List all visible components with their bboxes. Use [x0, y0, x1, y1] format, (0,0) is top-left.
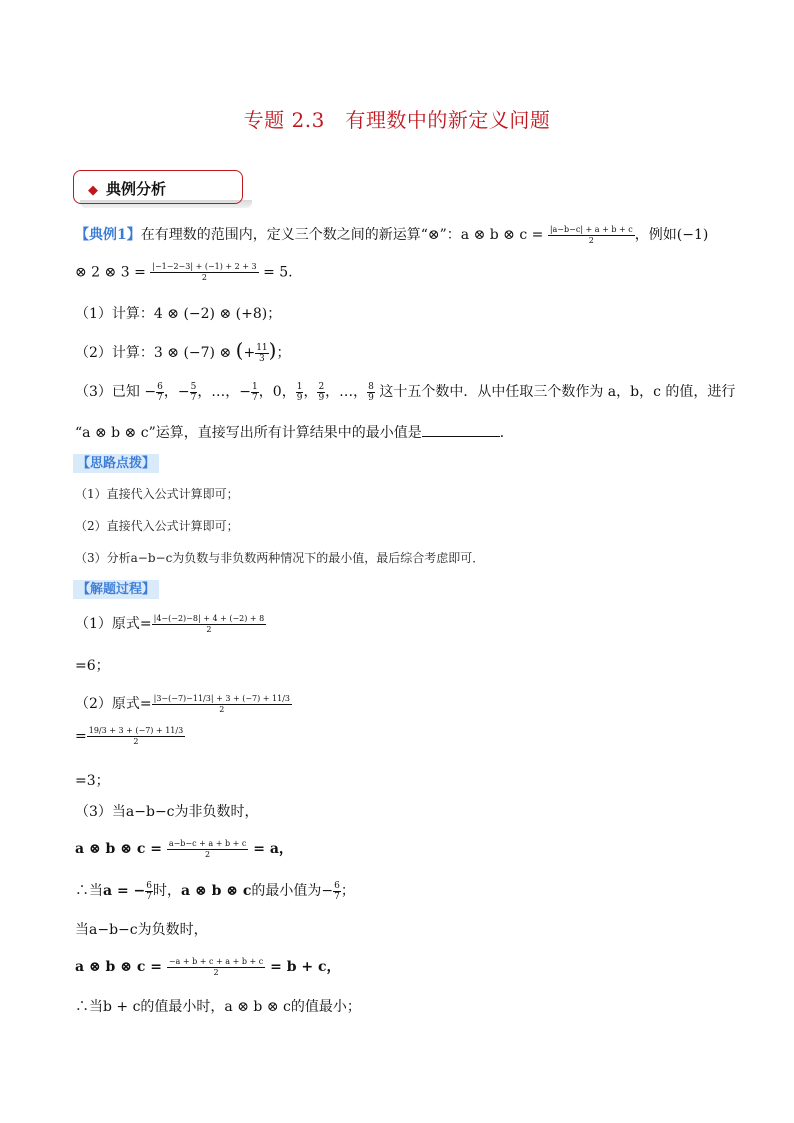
solution-1-result: =6；: [75, 658, 110, 674]
example-result: = 5.: [263, 264, 293, 281]
example-numerator: |−1−2−3| + (−1) + 2 + 3: [152, 262, 257, 271]
solution-3-case-2: 当a−b−c为负数时，: [75, 922, 208, 938]
question-3-text: 这十五个数中．从中任取三个数作为 a，b，c 的值，进行: [379, 384, 736, 400]
s1-fraction: [152, 614, 267, 635]
hint-tag-text: 【思路点拨】: [73, 454, 159, 473]
question-3-end: ．: [499, 425, 514, 441]
q2-den: 3: [259, 353, 265, 364]
s2-num: |3−(−7)−11/3| + 3 + (−7) + 11/3: [153, 693, 290, 703]
section-heading-text: 典例分析: [106, 180, 167, 198]
solution-2-result: =3；: [75, 773, 110, 789]
definition-fraction: [548, 225, 635, 246]
s1-num: |4−(−2)−8| + 4 + (−2) + 8: [153, 613, 265, 623]
s3-f1-fraction: [167, 839, 249, 860]
question-3-prefix: （3）已知: [75, 384, 140, 400]
solution-3-min-1: ∴当a = − $\frac{6}{7}$ 时，a ⊗ b ⊗ c的最小值为− $\frac{6}{7}$ ；: [75, 880, 355, 902]
example-tag: 【典例1】: [75, 227, 141, 243]
section-heading: [88, 178, 166, 199]
s3-f2-lhs: a ⊗ b ⊗ c =: [75, 959, 162, 975]
s3-f2-den: 2: [213, 967, 219, 977]
example-denominator: 2: [201, 273, 207, 282]
question-2-fraction: [255, 343, 268, 364]
paren-open: (: [235, 338, 244, 362]
definition-denominator: 2: [588, 235, 594, 245]
question-3-text-2: “a ⊗ b ⊗ c”运算，直接写出所有计算结果中的最小值是: [75, 425, 422, 441]
definition-numerator: |a−b−c| + a + b + c: [549, 224, 633, 234]
s3-f1-num: a−b−c + a + b + c: [168, 838, 247, 848]
answer-blank[interactable]: [422, 424, 500, 437]
s2-label: （2）原式=: [75, 696, 152, 712]
solution-3-formula-1: [75, 838, 293, 860]
question-2-text: （2）计算：3 ⊗ (−7) ⊗: [75, 345, 232, 361]
s2-den: 2: [219, 704, 225, 714]
example-fraction: [150, 262, 258, 283]
example-line-2: [75, 262, 293, 283]
s3-f2-num: −a + b + c + a + b + c: [168, 956, 264, 966]
question-3-line-2: [75, 422, 514, 442]
s2-step-fraction: [87, 726, 185, 747]
s3-f2-rhs: = b + c，: [270, 959, 341, 975]
example-expression: ⊗ 2 ⊗ 3 =: [75, 264, 146, 281]
solution-tag: [73, 578, 159, 597]
s3-f2-fraction: [167, 957, 265, 978]
q3-number-list: − $\frac{6}{7}$ ，− $\frac{5}{7}$ ，…，− $\frac{1}{7}$ ，0， $\frac{1}{9}$ ， $\frac{2}{9}$ ，…， $\frac{8}{9}$: [144, 381, 374, 403]
s2-step-den: 2: [133, 737, 139, 746]
example-line-1: [75, 224, 708, 246]
question-2: （2）计算：3 ⊗ (−7) ⊗ (+ $\frac{11}{3}$ )；: [75, 338, 291, 364]
s3-f1-rhs: = a，: [253, 841, 293, 857]
q2-num: 11: [256, 342, 268, 353]
solution-2: [75, 693, 292, 715]
page-title: 专题 2.3 有理数中的新定义问题: [243, 108, 551, 132]
s2-fraction: [152, 694, 292, 715]
question-3: [75, 381, 735, 403]
hint-tag: [73, 452, 159, 471]
hint-1: （1）直接代入公式计算即可；: [75, 487, 239, 501]
diamond-icon: ◆: [88, 183, 98, 198]
solution-3-min-2: ∴当b + c的值最小时，a ⊗ b ⊗ c的值最小；: [75, 999, 361, 1015]
question-1: （1）计算：4 ⊗ (−2) ⊗ (+8)；: [75, 306, 282, 322]
solution-tag-text: 【解题过程】: [73, 580, 159, 599]
solution-2-step: = $\frac{19/3 + 3 + (-7) + 11/3}{2}$: [75, 726, 184, 746]
s3-f1-den: 2: [205, 849, 211, 859]
s3-f1-lhs: a ⊗ b ⊗ c =: [75, 841, 162, 857]
s1-label: （1）原式=: [75, 616, 152, 632]
question-2-end: ；: [276, 345, 291, 361]
paren-close: ): [268, 338, 277, 362]
example-intro: 在有理数的范围内，定义三个数之间的新运算“⊗”：a ⊗ b ⊗ c =: [140, 227, 544, 243]
hint-2: （2）直接代入公式计算即可；: [75, 519, 239, 533]
solution-3-formula-2: [75, 956, 341, 978]
example-intro-tail: ，例如(−1): [634, 227, 709, 243]
s1-den: 2: [206, 624, 212, 634]
solution-3-case-1: （3）当a−b−c为非负数时，: [75, 804, 259, 820]
hint-3: （3）分析a−b−c为负数与非负数两种情况下的最小值，最后综合考虑即可．: [75, 551, 485, 565]
s2-step-num: 19/3 + 3 + (−7) + 11/3: [88, 726, 184, 735]
solution-1: [75, 613, 266, 635]
